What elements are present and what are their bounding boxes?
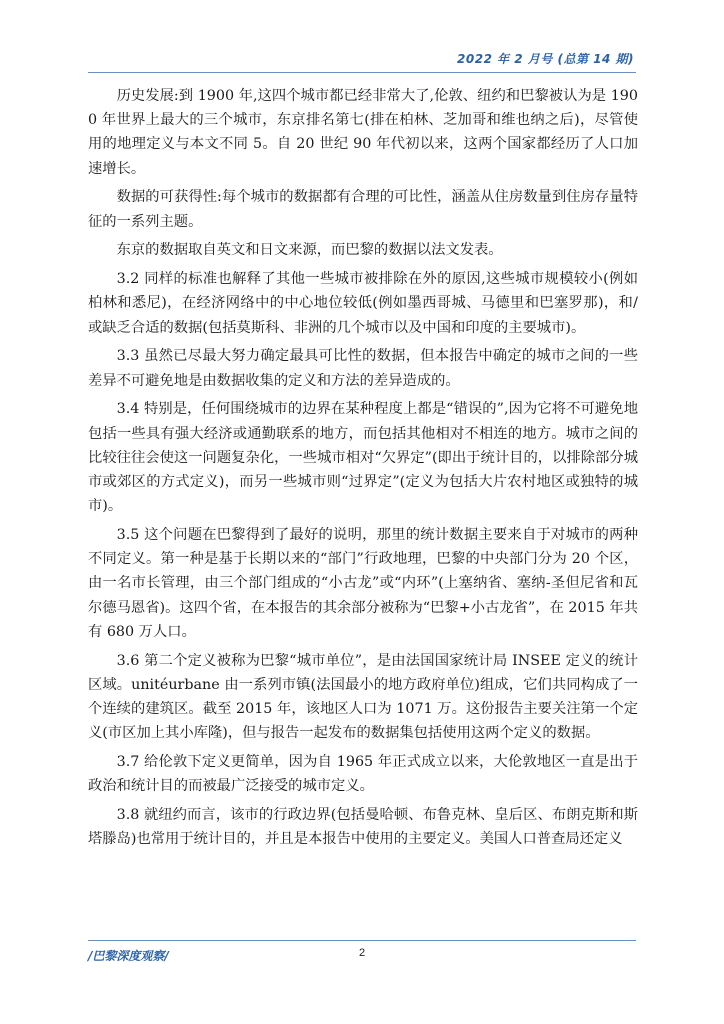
paragraph-3-5: 3.5 这个问题在巴黎得到了最好的说明，那里的统计数据主要来自于对城市的两种不同定义。第一种是基于长期以来的“部门”行政地理，巴黎的中央部门分为 20 个区，由一名市长管理，由三个部门组成的“小古龙”或“内环”(上塞纳省、塞纳-圣但尼省和瓦尔德马恩省)。这四个省，在本报告的其余部分被称为“巴黎+小古龙省”，在 2015 年共有 680 万人口。 bbox=[88, 527, 638, 640]
paragraph-3-8: 3.8 就纽约而言，该市的行政边界(包括曼哈顿、布鲁克林、皇后区、布朗克斯和斯塔滕岛)也常用于统计目的，并且是本报告中使用的主要定义。美国人口普查局还定义 bbox=[88, 807, 638, 848]
paragraph-3-4: 3.4 特别是，任何围绕城市的边界在某种程度上都是“错误的”,因为它将不可避免地包括一些具有强大经济或通勤联系的地方，而包括其他相对不相连的地方。城市之间的比较往往会使这一问题复杂化，一些城市相对“欠界定”(即出于统计目的，以排除部分城市或郊区的方式定义)，而另一些城市则“过界定”(定义为包括大片农村地区或独特的城市)。 bbox=[88, 401, 638, 515]
header-divider bbox=[88, 72, 636, 73]
paragraph-data-sources: 东京的数据取自英文和日文来源，而巴黎的数据以法文发表。 bbox=[116, 242, 503, 259]
paragraph-3-6: 3.6 第二个定义被称为巴黎“城市单位”，是由法国国家统计局 INSEE 定义的统计区域。unitéurbane 由一系列市镇(法国最小的地方政府单位)组成，它们共同构成了一个连续的建筑区。截至 2015 年，该地区人口为 1071 万。这份报告主要关注第一个定义(市区加上其小库隆)，但与报告一起发布的数据集包括使用这两个定义的数据。 bbox=[88, 652, 638, 742]
article-body bbox=[88, 84, 638, 856]
paragraph-3-7: 3.7 给伦敦下定义更简单，因为自 1965 年正式成立以来，大伦敦地区一直是出于政治和统计目的而被最广泛接受的城市定义。 bbox=[88, 754, 638, 795]
paragraph-data-availability: 数据的可获得性:每个城市的数据都有合理的可比性，涵盖从住房数量到住房存量特征的一系列主题。 bbox=[88, 189, 638, 230]
paragraph-history: 历史发展:到 1900 年,这四个城市都已经非常大了,伦敦、纽约和巴黎被认为是 1900 年世界上最大的三个城市，东京排名第七(排在柏林、芝加哥和维也纳之后)，尽管使用的地理定义与本文不同 5。自 20 世纪 90 年代初以来，这两个国家都经历了人口加速增长。 bbox=[88, 88, 638, 177]
page-number: 2 bbox=[358, 947, 366, 959]
issue-label: 2022 年 2 月号 (总第 14 期) bbox=[457, 52, 634, 66]
paragraph-3-3: 3.3 虽然已尽最大努力确定最具可比性的数据，但本报告中确定的城市之间的一些差异不可避免地是由数据收集的定义和方法的差异造成的。 bbox=[88, 348, 638, 389]
footer-divider bbox=[88, 940, 636, 941]
publication-brand: /巴黎深度观察/ bbox=[88, 949, 169, 963]
paragraph-3-2: 3.2 同样的标准也解释了其他一些城市被排除在外的原因,这些城市规模较小(例如柏林和悉尼)，在经济网络中的中心地位较低(例如墨西哥城、马德里和巴塞罗那)，和/或缺乏合适的数据(包括莫斯科、非洲的几个城市以及中国和印度的主要城市)。 bbox=[88, 271, 638, 336]
